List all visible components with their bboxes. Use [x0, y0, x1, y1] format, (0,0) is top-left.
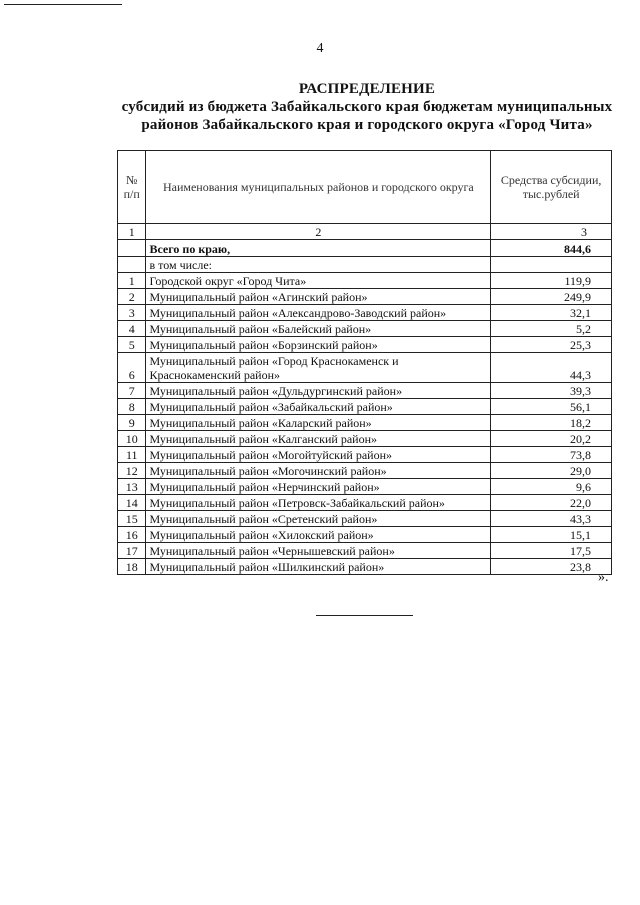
row-num: 8: [118, 399, 146, 415]
row-name: Муниципальный район «Забайкальский район»: [146, 399, 491, 415]
row-name: Муниципальный район «Петровск-Забайкальский район»: [146, 495, 491, 511]
top-rule: [4, 4, 122, 5]
title-line-2: субсидий из бюджета Забайкальского края бюджетам муниципальных: [121, 99, 613, 115]
bottom-rule: [316, 615, 413, 616]
row-num: 4: [118, 321, 146, 337]
row-value: 73,8: [491, 447, 612, 463]
row-name: Муниципальный район «Дульдургинский район»: [146, 383, 491, 399]
table-row: [118, 431, 612, 447]
table-row: [118, 511, 612, 527]
table-row: [118, 321, 612, 337]
row-name: Муниципальный район «Балейский район»: [146, 321, 491, 337]
row-num: 17: [118, 543, 146, 559]
table-row: [118, 289, 612, 305]
row-num: 14: [118, 495, 146, 511]
column-number-row: [118, 224, 612, 240]
row-value: 23,8: [491, 559, 612, 575]
row-value: 15,1: [491, 527, 612, 543]
row-value: 39,3: [491, 383, 612, 399]
row-num: 6: [118, 353, 146, 383]
total-label: Всего по краю,: [146, 240, 491, 257]
row-name: Муниципальный район «Город Краснокаменск и Краснокаменский район»: [146, 353, 491, 383]
row-name: Муниципальный район «Калганский район»: [146, 431, 491, 447]
row-num: 1: [118, 273, 146, 289]
row-name: Муниципальный район «Могойтуйский район»: [146, 447, 491, 463]
row-value: 44,3: [491, 353, 612, 383]
row-value: 56,1: [491, 399, 612, 415]
row-value: 20,2: [491, 431, 612, 447]
row-name: Муниципальный район «Шилкинский район»: [146, 559, 491, 575]
row-name: Муниципальный район «Борзинский район»: [146, 337, 491, 353]
row-value: 32,1: [491, 305, 612, 321]
row-value: 119,9: [491, 273, 612, 289]
row-num: 3: [118, 305, 146, 321]
closing-mark: ».: [598, 570, 609, 585]
row-num: 2: [118, 289, 146, 305]
row-num: 13: [118, 479, 146, 495]
subsidy-table: [117, 150, 612, 575]
including-label: в том числе:: [146, 257, 491, 273]
table-row: [118, 479, 612, 495]
title-line-3: районов Забайкальского края и городского округа «Город Чита»: [141, 117, 593, 133]
row-num: 5: [118, 337, 146, 353]
row-name: Городской округ «Город Чита»: [146, 273, 491, 289]
column-number-1: 1: [118, 224, 146, 240]
row-name: Муниципальный район «Хилокский район»: [146, 527, 491, 543]
total-value: 844,6: [491, 240, 612, 257]
row-name: Муниципальный район «Александрово-Заводский район»: [146, 305, 491, 321]
column-number-3: 3: [491, 224, 612, 240]
table-row: [118, 463, 612, 479]
row-num: 12: [118, 463, 146, 479]
table-row: [118, 305, 612, 321]
row-value: 9,6: [491, 479, 612, 495]
table-row: [118, 383, 612, 399]
row-value: 17,5: [491, 543, 612, 559]
row-num: 18: [118, 559, 146, 575]
row-name: Муниципальный район «Агинский район»: [146, 289, 491, 305]
total-row: [118, 240, 612, 257]
document-title: [0, 80, 640, 134]
row-value: 29,0: [491, 463, 612, 479]
header-name: Наименования муниципальных районов и городского округа: [146, 151, 491, 224]
row-num: 11: [118, 447, 146, 463]
including-row: [118, 257, 612, 273]
row-num: 7: [118, 383, 146, 399]
title-line-1: РАСПРЕДЕЛЕНИЕ: [298, 81, 436, 97]
row-num: 16: [118, 527, 146, 543]
row-value: 5,2: [491, 321, 612, 337]
table-row: [118, 559, 612, 575]
table-row: [118, 447, 612, 463]
table-row: [118, 399, 612, 415]
table-row: [118, 337, 612, 353]
row-name: Муниципальный район «Сретенский район»: [146, 511, 491, 527]
row-value: 25,3: [491, 337, 612, 353]
page-number: 4: [316, 41, 324, 56]
table-row: [118, 353, 612, 383]
row-name: Муниципальный район «Могочинский район»: [146, 463, 491, 479]
row-name: Муниципальный район «Чернышевский район»: [146, 543, 491, 559]
table-row: [118, 527, 612, 543]
table-header-row: [118, 151, 612, 224]
row-num: 10: [118, 431, 146, 447]
table-row: [118, 273, 612, 289]
table-row: [118, 543, 612, 559]
row-num: 9: [118, 415, 146, 431]
header-value: Средства субсидии, тыс.рублей: [491, 151, 612, 224]
row-name: Муниципальный район «Нерчинский район»: [146, 479, 491, 495]
column-number-2: 2: [146, 224, 491, 240]
row-value: 249,9: [491, 289, 612, 305]
table-row: [118, 495, 612, 511]
row-value: 43,3: [491, 511, 612, 527]
row-value: 18,2: [491, 415, 612, 431]
row-num: 15: [118, 511, 146, 527]
header-num: № п/п: [118, 151, 146, 224]
row-value: 22,0: [491, 495, 612, 511]
row-name: Муниципальный район «Каларский район»: [146, 415, 491, 431]
table-row: [118, 415, 612, 431]
